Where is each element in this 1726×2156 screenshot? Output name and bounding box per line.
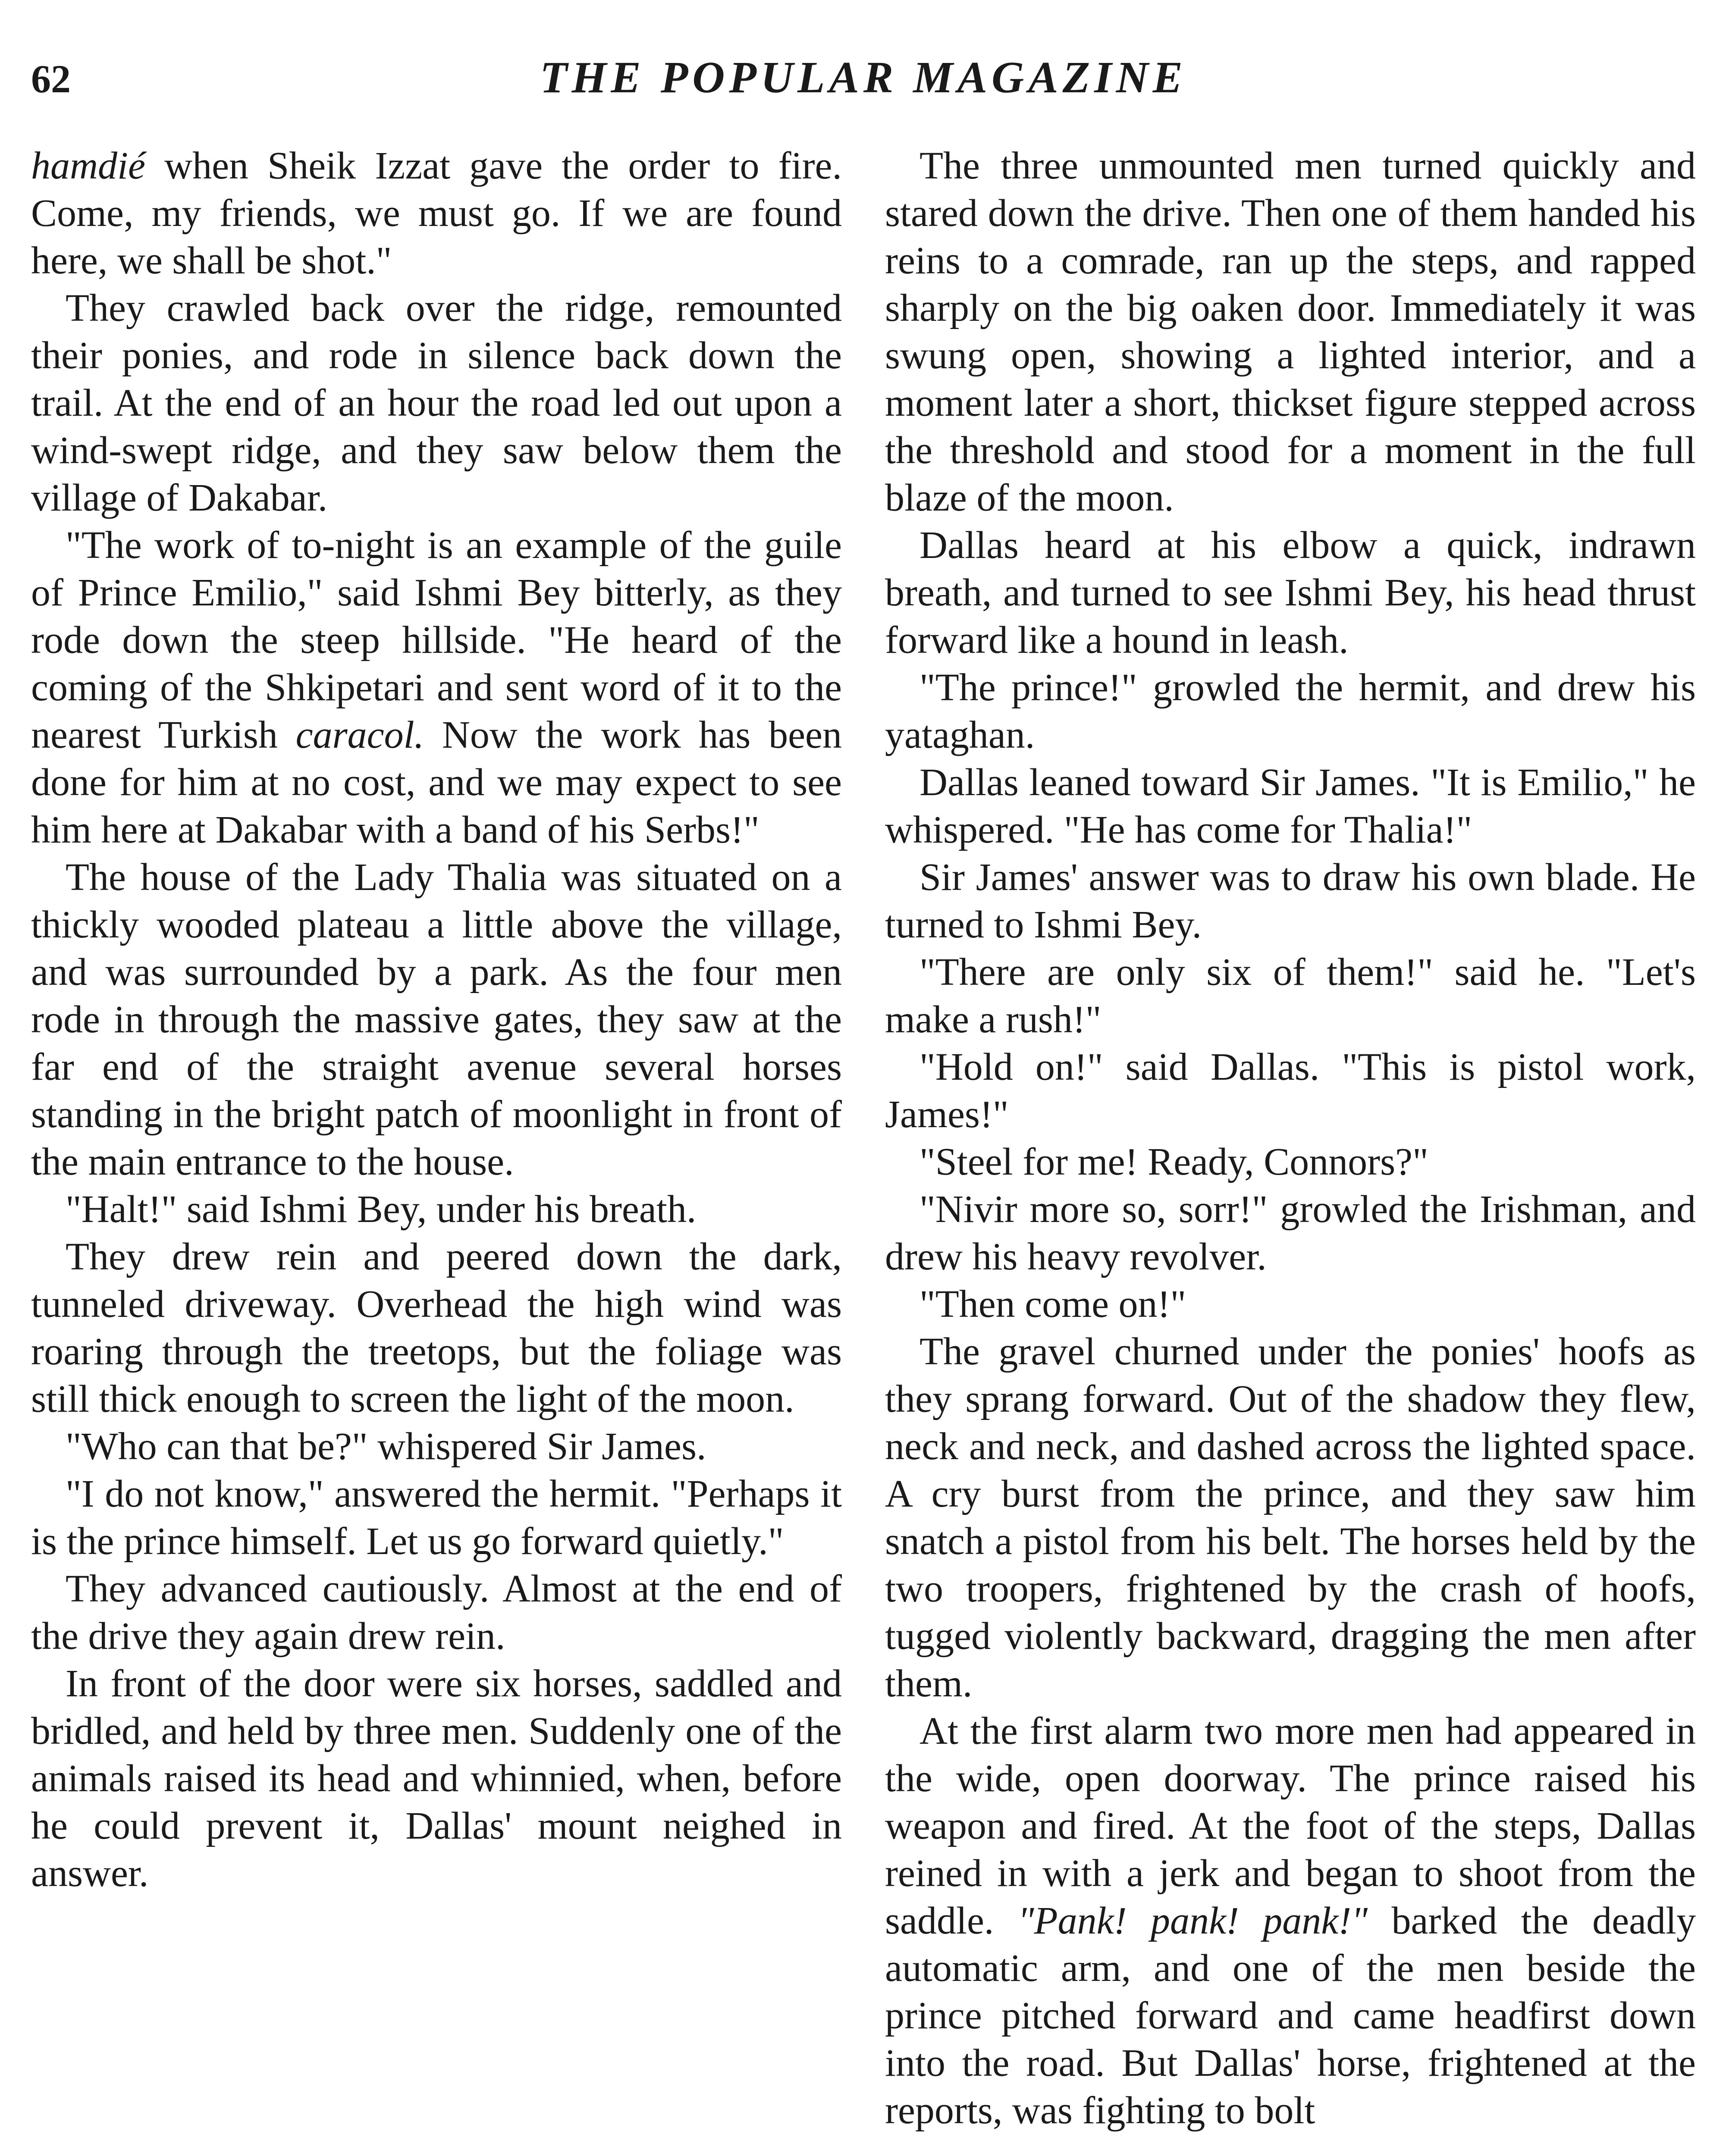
paragraph	[885, 522, 1696, 664]
paragraph	[31, 522, 842, 854]
text-run: "Steel for me! Ready, Connors?"	[919, 1141, 1428, 1183]
italic-text: "Pank! pank! pank!"	[1017, 1899, 1368, 1942]
paragraph	[31, 1565, 842, 1660]
paragraph	[885, 759, 1696, 854]
text-run: Dallas leaned toward Sir James. "It is Emilio," he whispered. "He has come for Thalia!"	[885, 761, 1696, 851]
text-run: They advanced cautiously. Almost at the end of the drive they again drew rein.	[31, 1567, 842, 1658]
text-run: The house of the Lady Thalia was situated on a thickly wooded plateau a little above the village, and was surrounded by a park. As the four men rode in through the massive gates, they saw at the far end of the straight avenue several horses standing in the bright patch of moonlight in front of the main entrance to the house.	[31, 856, 842, 1183]
text-run: Dallas heard at his elbow a quick, indrawn breath, and turned to see Ishmi Bey, his head thrust forward like a hound in leash.	[885, 524, 1696, 661]
paragraph	[31, 1423, 842, 1470]
text-run: "Halt!" said Ishmi Bey, under his breath.	[66, 1188, 697, 1231]
paragraph	[885, 949, 1696, 1044]
paragraph	[31, 285, 842, 522]
paragraph	[885, 1708, 1696, 2134]
text-run: At the first alarm two more men had appeared in the wide, open doorway. The prince raised his weapon and fired. At the foot of the steps, Dallas reined in with a jerk and began to shoot from the saddle.	[885, 1710, 1696, 1942]
paragraph	[885, 1281, 1696, 1328]
text-run: They drew rein and peered down the dark, tunneled driveway. Overhead the high wind was roaring through the treetops, but the foliage was still thick enough to screen the light of the moon.	[31, 1235, 842, 1420]
paragraph	[885, 1044, 1696, 1138]
text-run: Sir James' answer was to draw his own blade. He turned to Ishmi Bey.	[885, 856, 1696, 946]
page-number: 62	[31, 57, 71, 101]
paragraph	[31, 1660, 842, 1897]
page-header	[31, 52, 1696, 112]
paragraph	[31, 1470, 842, 1565]
paragraph	[31, 854, 842, 1186]
paragraph	[31, 1233, 842, 1423]
right-text-column	[885, 142, 1696, 2156]
text-run: In front of the door were six horses, saddled and bridled, and held by three men. Suddenly one of the animals raised its head and whinnied, when, before he could prevent it, Dallas' mount neighed in answer.	[31, 1662, 842, 1895]
italic-text: caracol.	[295, 714, 424, 756]
text-run: The gravel churned under the ponies' hoofs as they sprang forward. Out of the shadow they flew, neck and neck, and dashed across the lighted space. A cry burst from the prince, and they saw him snatch a pistol from his belt. The horses held by the two troopers, frightened by the crash of hoofs, tugged violently backward, dragging the men after them.	[885, 1330, 1696, 1705]
paragraph	[31, 142, 842, 285]
paragraph	[885, 1138, 1696, 1186]
paragraph	[885, 664, 1696, 759]
italic-text: hamdié	[31, 144, 145, 187]
text-run: barked the deadly automatic arm, and one of the men beside the prince pitched forward and came headfirst down into the road. But Dallas' horse, frightened at the reports, was fighting to bolt	[885, 1899, 1696, 2132]
text-run: "The prince!" growled the hermit, and drew his yataghan.	[885, 666, 1696, 756]
text-run: "Hold on!" said Dallas. "This is pistol work, James!"	[885, 1046, 1696, 1136]
paragraph	[885, 1186, 1696, 1281]
text-run: "There are only six of them!" said he. "Let's make a rush!"	[885, 951, 1696, 1041]
text-run: Now the work has been done for him at no cost, and we may expect to see him here at Dakabar with a band of his Serbs!"	[31, 714, 842, 851]
running-title: THE POPULAR MAGAZINE	[540, 53, 1187, 102]
text-run: when Sheik Izzat gave the order to fire. Come, my friends, we must go. If we are found here, we shall be shot."	[31, 144, 842, 282]
text-run: "Then come on!"	[919, 1283, 1186, 1326]
text-run: "I do not know," answered the hermit. "Perhaps it is the prince himself. Let us go forward quietly."	[31, 1473, 842, 1563]
paragraph	[885, 854, 1696, 949]
paragraph	[885, 142, 1696, 522]
text-run: "Nivir more so, sorr!" growled the Irishman, and drew his heavy revolver.	[885, 1188, 1696, 1278]
text-run: The three unmounted men turned quickly and stared down the drive. Then one of them handed his reins to a comrade, ran up the steps, and rapped sharply on the big oaken door. Immediately it was swung open, showing a lighted interior, and a moment later a short, thickset figure stepped across the threshold and stood for a moment in the full blaze of the moon.	[885, 144, 1696, 519]
paragraph	[885, 1328, 1696, 1708]
text-run: "The work of to-night is an example of the guile of Prince Emilio," said Ishmi Bey bitterly, as they rode down the steep hillside. "He heard of the coming of the Shkipetari and sent word of it to the nearest Turkish	[31, 524, 842, 756]
paragraph	[31, 1186, 842, 1233]
text-run: They crawled back over the ridge, remounted their ponies, and rode in silence back down the trail. At the end of an hour the road led out upon a wind-swept ridge, and they saw below them the village of Dakabar.	[31, 287, 842, 519]
left-text-column	[31, 142, 842, 2156]
text-run: "Who can that be?" whispered Sir James.	[66, 1425, 706, 1468]
